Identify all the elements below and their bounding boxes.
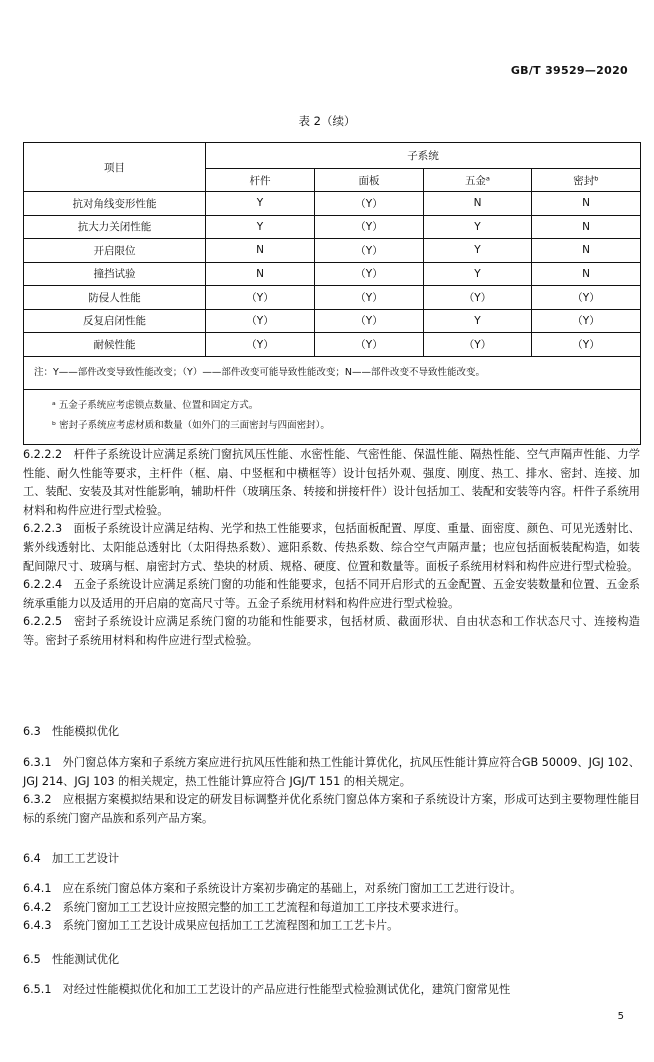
table-row [24, 286, 641, 310]
footnote-b: ᵇ 密封子系统应考虑材质和数量（如外门的三面密封与四面密封）。 [52, 419, 330, 431]
table-note: 注：Y——部件改变导致性能改变；（Y）——部件改变可能导致性能改变；N——部件改变不导致性能改变。 [24, 356, 641, 389]
subcol-header: 杆件 [206, 169, 315, 192]
body-block-64 [23, 880, 640, 936]
table-cell: （Y） [206, 286, 315, 310]
table-cell: N [206, 239, 315, 263]
table-cell: （Y） [424, 333, 532, 357]
table-cell: （Y） [315, 309, 424, 333]
paragraph-6-4-1: 6.4.1 应在系统门窗总体方案和子系统设计方案初步确定的基础上，对系统门窗加工工艺进行设计。 [23, 882, 522, 895]
heading-6-4: 6.4 加工工艺设计 [23, 852, 120, 865]
table-cell: （Y） [424, 286, 532, 310]
paragraph-6-2-2-4: 6.2.2.4 五金子系统设计应满足系统门窗的功能和性能要求，包括不同开启形式的五金配置、五金安装数量和位置、五金系统承重能力以及适用的开启扇的宽高尺寸等。五金子系统用材料和构件应进行型式检验。 [23, 578, 640, 610]
row-label: 撞挡试验 [24, 262, 206, 286]
paragraph-6-3-1: 6.3.1 外门窗总体方案和子系统方案应进行抗风压性能和热工性能计算优化，抗风压性能计算应符合GB 50009、JGJ 102、JGJ 214、JGJ 103 的相关规定，热工性能计算应符合 JGJ/T 151 的相关规定。 [23, 756, 640, 788]
table-cell: Y [424, 215, 532, 239]
row-label: 防侵人性能 [24, 286, 206, 310]
table-cell: N [532, 262, 641, 286]
paragraph-6-4-2: 6.4.2 系统门窗加工工艺设计应按照完整的加工工艺流程和每道加工工序技术要求进行。 [23, 900, 466, 914]
table-cell: Y [424, 262, 532, 286]
paragraph-6-2-2-3: 6.2.2.3 面板子系统设计应满足结构、光学和热工性能要求，包括面板配置、厚度、重量、面密度、颜色、可见光透射比、紫外线透射比、太阳能总透射比（太阳得热系数）、遮阳系数、传热系数、综合空气声隔声量；也应包括面板装配构造，如装配间隙尺寸、玻璃与框、扇密封方式、垫块的材质、规格、硬度、位置和数量等。面板子系统用材料和构件应进行型式检验。 [23, 522, 640, 573]
subcol-header: 面板 [315, 169, 424, 192]
table-footnotes [24, 389, 641, 444]
body-block-65 [23, 981, 640, 1000]
subcol-header: 五金ᵃ [424, 169, 532, 192]
performance-table [23, 142, 641, 445]
table-cell: Y [206, 215, 315, 239]
table-cell: （Y） [315, 262, 424, 286]
table-cell: N [532, 239, 641, 263]
paragraph-6-2-2-2: 6.2.2.2 杆件子系统设计应满足系统门窗抗风压性能、水密性能、气密性能、保温性能、隔热性能、空气声隔声性能、力学性能、耐久性能等要求，主杆件（框、扇、中竖框和中横框等）设计包括外观、强度、刚度、热工、排水、密封、连接、加工、装配、安装及其对性能影响，辅助杆件（玻璃压条、转接和拼接杆件）设计包括加工、装配和安装等内容。杆件子系统用材料和构件应进行型式检验。 [23, 448, 640, 517]
heading-6-5: 6.5 性能测试优化 [23, 953, 120, 966]
table-cell: （Y） [315, 192, 424, 216]
page-number: 5 [617, 1011, 624, 1022]
table-caption: 表 2（续） [298, 114, 356, 128]
table-cell: （Y） [315, 239, 424, 263]
table-row [24, 309, 641, 333]
table-cell: N [424, 192, 532, 216]
standard-number: GB/T 39529—2020 [510, 64, 628, 77]
header-subsystem: 子系统 [206, 143, 641, 169]
table-row [24, 333, 641, 357]
table-cell: N [532, 215, 641, 239]
subcol-header: 密封ᵇ [532, 169, 641, 192]
paragraph-6-5-1: 6.5.1 对经过性能模拟优化和加工工艺设计的产品应进行性能型式检验测试优化，建筑门窗常见性 [23, 983, 511, 996]
row-label: 耐候性能 [24, 333, 206, 357]
table-cell: （Y） [206, 309, 315, 333]
table-cell: （Y） [532, 333, 641, 357]
paragraph-6-4-3: 6.4.3 系统门窗加工工艺设计成果应包括加工工艺流程图和加工工艺卡片。 [23, 919, 399, 933]
table-row [24, 262, 641, 286]
body-block-6222 [23, 446, 640, 651]
row-label: 抗对角线变形性能 [24, 192, 206, 216]
table-cell: N [206, 262, 315, 286]
header-project: 项目 [24, 143, 206, 192]
table-cell: （Y） [206, 333, 315, 357]
table-cell: （Y） [315, 215, 424, 239]
table-cell: Y [206, 192, 315, 216]
table-row [24, 215, 641, 239]
table-cell: （Y） [315, 333, 424, 357]
paragraph-6-3-2: 6.3.2 应根据方案模拟结果和设定的研发目标调整并优化系统门窗总体方案和子系统设计方案，形成可达到主要物理性能目标的系统门窗产品族和系列产品方案。 [23, 793, 640, 825]
table-cell: （Y） [532, 286, 641, 310]
table-cell: Y [424, 239, 532, 263]
footnote-a: ᵃ 五金子系统应考虑锁点数量、位置和固定方式。 [52, 399, 259, 411]
table-cell: N [532, 192, 641, 216]
table-cell: Y [424, 309, 532, 333]
table-row [24, 192, 641, 216]
body-block-63 [23, 754, 640, 828]
row-label: 开启限位 [24, 239, 206, 263]
table-row [24, 239, 641, 263]
row-label: 反复启闭性能 [24, 309, 206, 333]
table-cell: （Y） [532, 309, 641, 333]
paragraph-6-2-2-5: 6.2.2.5 密封子系统设计应满足系统门窗的功能和性能要求，包括材质、截面形状、自由状态和工作状态尺寸、连接构造等。密封子系统用材料和构件应进行型式检验。 [23, 615, 640, 647]
row-label: 抗大力关闭性能 [24, 215, 206, 239]
heading-6-3: 6.3 性能模拟优化 [23, 725, 120, 738]
table-cell: （Y） [315, 286, 424, 310]
